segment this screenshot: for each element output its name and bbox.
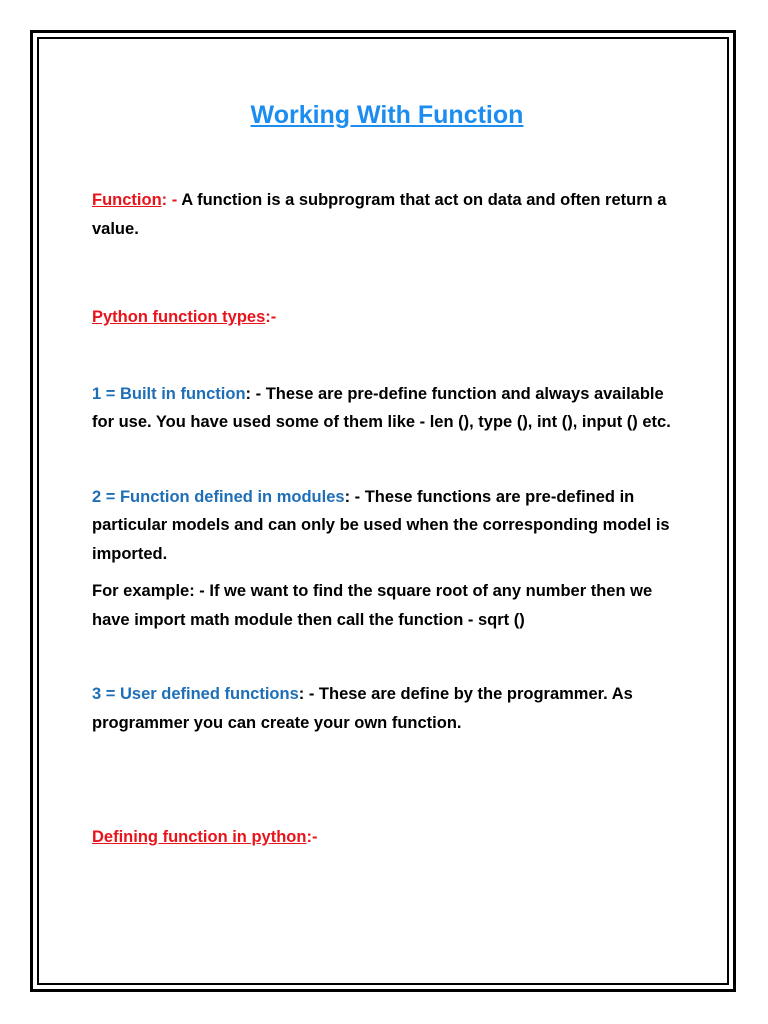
type-item-1-label: 1 = Built in function	[92, 384, 246, 403]
defining-heading-text: Defining function in python	[92, 828, 307, 846]
defining-heading-suffix: :-	[306, 828, 318, 846]
type-item-1-text: : - These are pre-define function and always available for use. You have used some of them like - len (), type (), int (), input () etc.	[92, 384, 671, 431]
types-heading	[92, 303, 682, 332]
document-content	[92, 98, 682, 852]
definition-term: Function	[92, 191, 162, 209]
function-definition	[92, 186, 682, 243]
types-heading-text: Python function types	[92, 308, 266, 326]
types-heading-suffix: :-	[265, 308, 277, 326]
type-item-2	[92, 483, 682, 569]
defining-heading	[92, 823, 682, 852]
definition-text: A function is a subprogram that act on data and often return a value.	[92, 191, 667, 238]
type-item-3-text: : - These are define by the programmer. As programmer you can create your own function.	[92, 685, 633, 732]
definition-term-group	[92, 191, 177, 209]
example-paragraph: For example: - If we want to find the square root of any number then we have import math module then call the function - sqrt ()	[92, 582, 653, 629]
type-item-3	[92, 680, 682, 737]
type-item-2-text: : - These functions are pre-defined in particular models and can only be used when the corresponding model is imported.	[92, 487, 670, 563]
type-item-2-label: 2 = Function defined in modules	[92, 487, 345, 506]
type-item-3-label: 3 = User defined functions	[92, 685, 299, 703]
definition-separator: : -	[161, 191, 178, 209]
document-title: Working With Function	[250, 101, 524, 129]
type-item-1	[92, 380, 682, 437]
